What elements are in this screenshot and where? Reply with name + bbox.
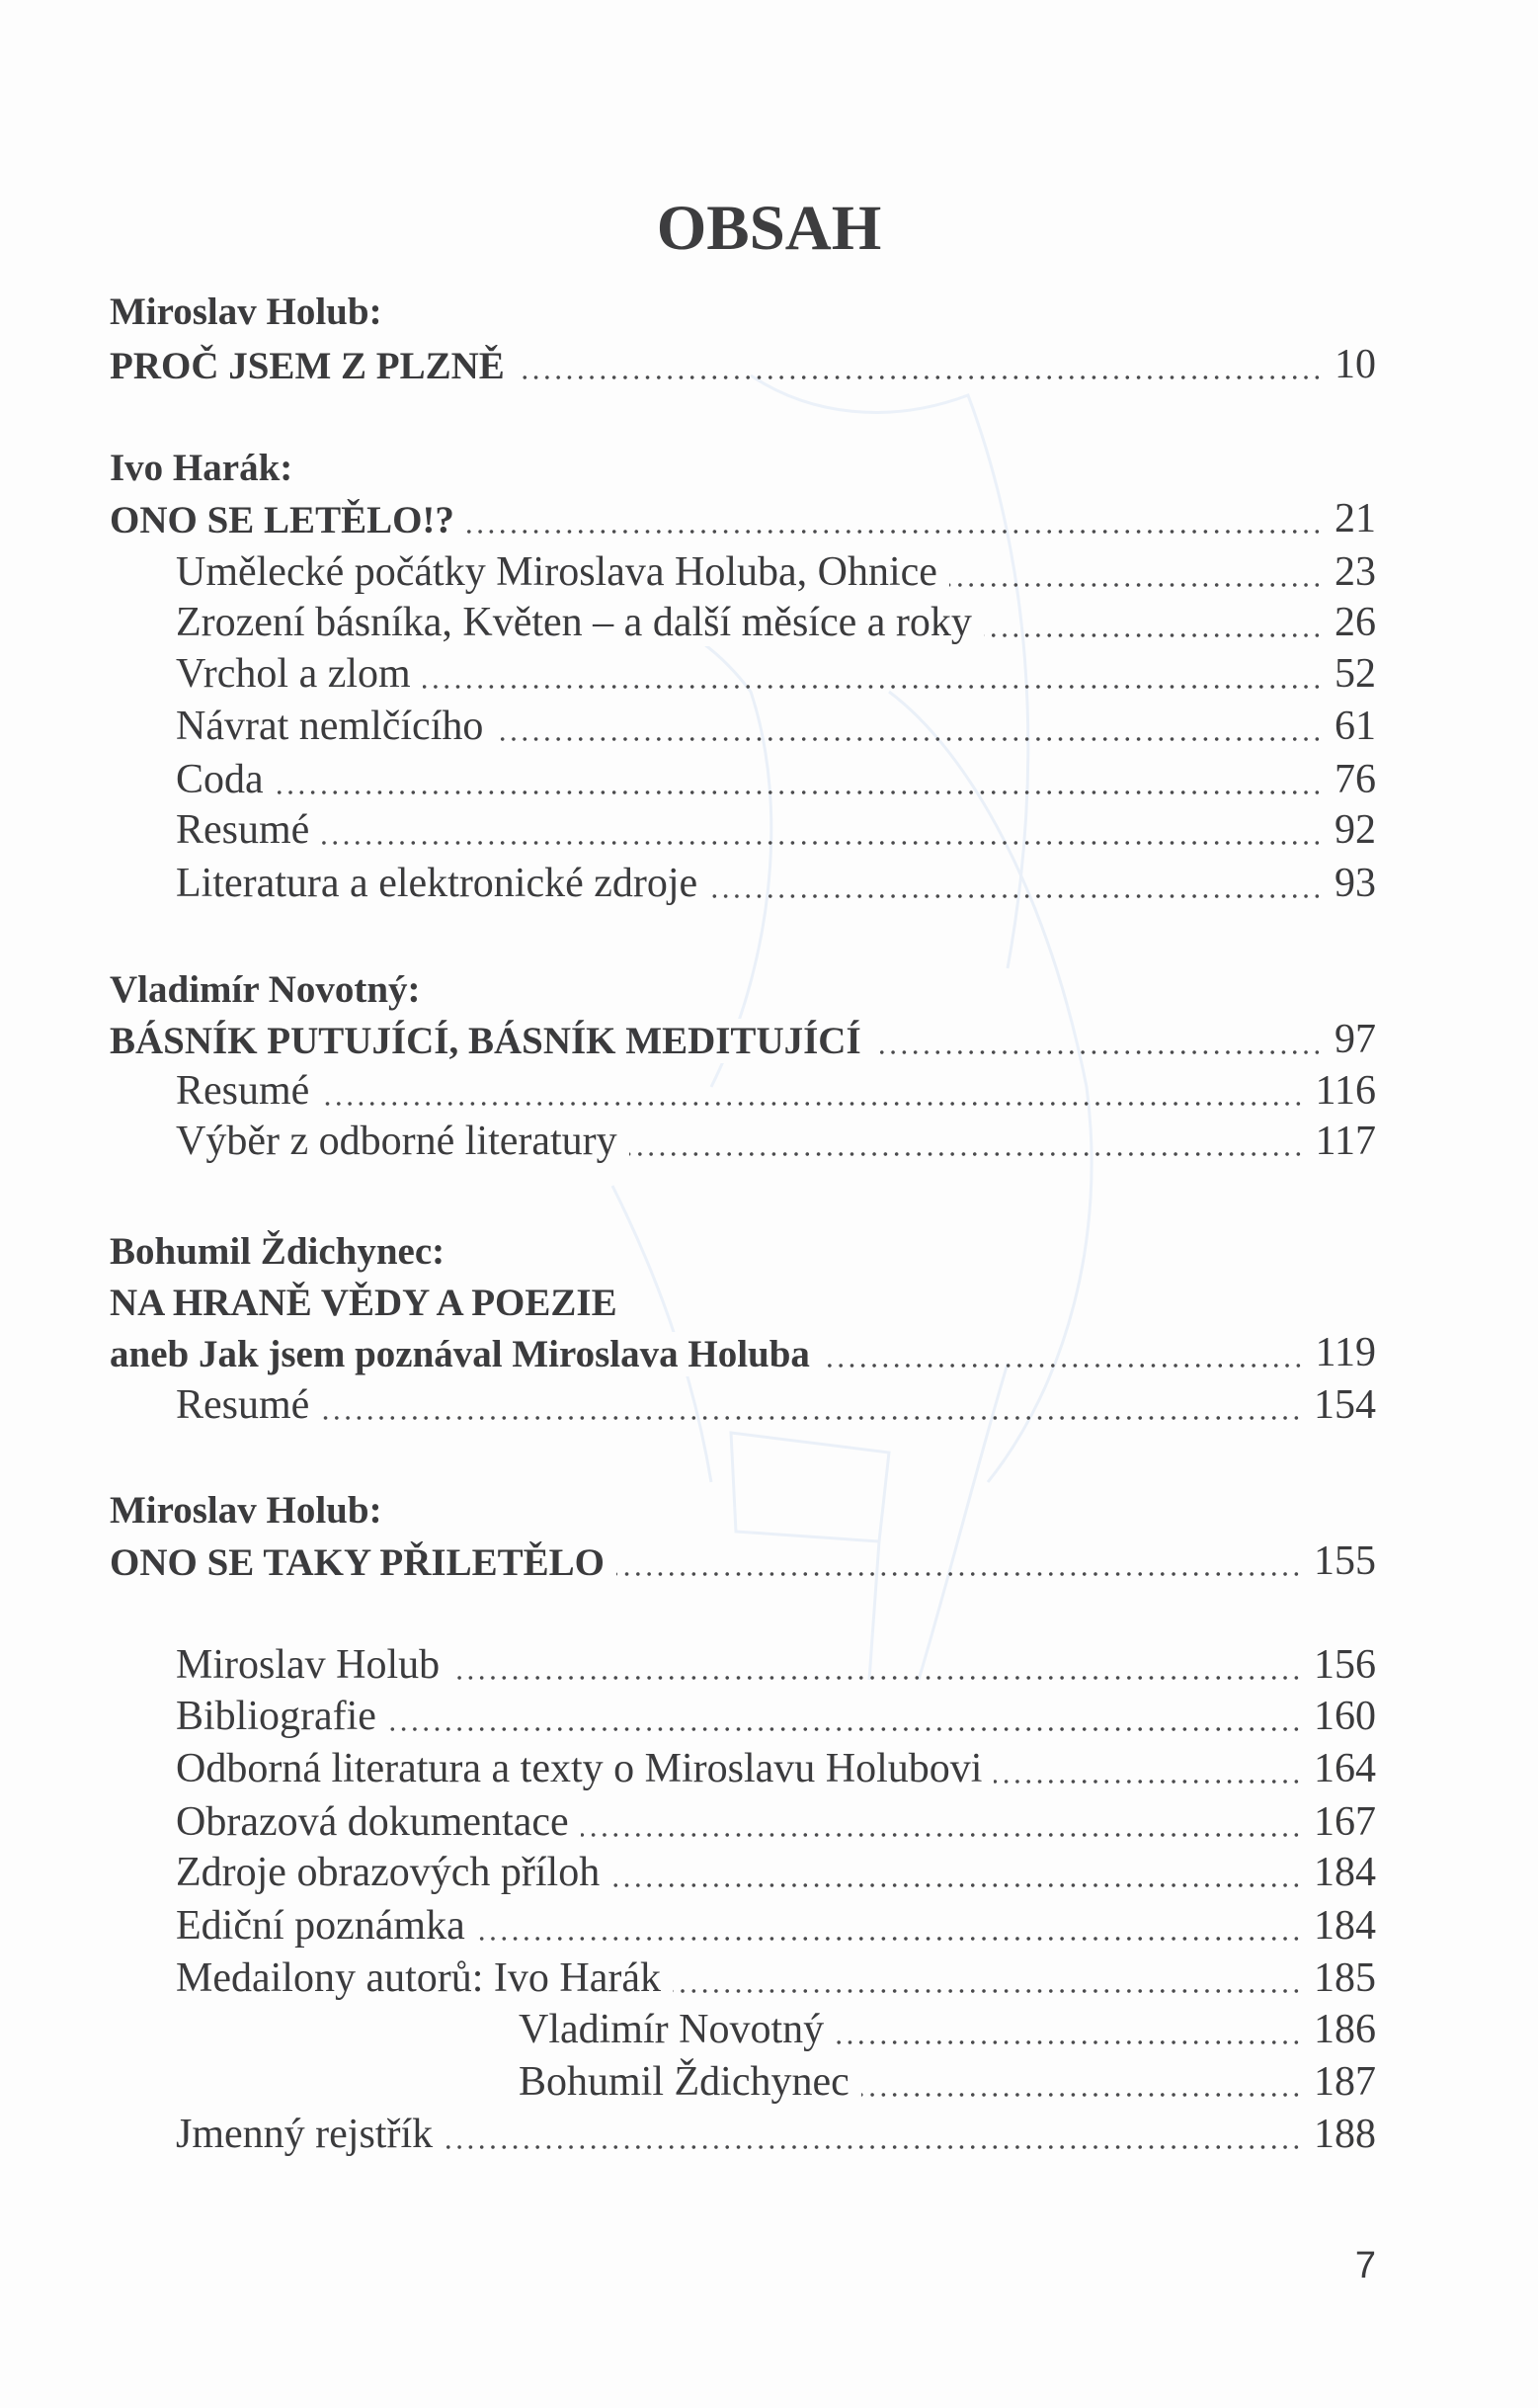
entry-label: Zdroje obrazových příloh (176, 1849, 611, 1896)
author-line (0, 960, 1538, 1012)
entry-label: aneb Jak jsem poznával Miroslava Holuba (110, 1332, 822, 1376)
entry-label: Odborná literatura a texty o Miroslavu Holubovi (176, 1745, 994, 1792)
dot-leader (321, 1102, 1304, 1106)
entry-page-number: 21 (1325, 495, 1376, 542)
toc-entry-appendix[interactable] (0, 2054, 1538, 2106)
toc-entry-sub[interactable] (0, 544, 1538, 596)
entry-page-number: 92 (1325, 806, 1376, 854)
author-line (0, 1222, 1538, 1274)
entry-label: Ediční poznámka (176, 1902, 477, 1950)
entry-label: Medailony autorů: Ivo Harák (176, 1954, 673, 2002)
toc-entry-sub[interactable] (0, 802, 1538, 854)
toc-entry-appendix[interactable] (0, 1689, 1538, 1740)
dot-leader (581, 1833, 1302, 1837)
toc-entry-sub[interactable] (0, 1063, 1538, 1115)
entry-label: Resumé (176, 1381, 321, 1429)
entry-page-number: 119 (1306, 1329, 1376, 1376)
entry-label: Obrazová dokumentace (176, 1798, 581, 1846)
dot-leader (388, 1727, 1302, 1731)
toc-entry-sub[interactable] (0, 699, 1538, 750)
dot-leader (873, 1050, 1323, 1054)
entry-page-number: 186 (1304, 2006, 1376, 2053)
entry-label: Miroslav Holub (176, 1641, 451, 1689)
entry-page-number: 61 (1325, 703, 1376, 750)
dot-leader (836, 2040, 1302, 2044)
dot-leader (709, 894, 1323, 898)
toc-entry-appendix[interactable] (0, 1794, 1538, 1846)
toc-entry-appendix[interactable] (0, 2002, 1538, 2053)
entry-page-number: 155 (1304, 1537, 1376, 1585)
entry-label: Zrození básníka, Květen – a další měsíce a roky (176, 599, 984, 646)
toc-entry-sub[interactable] (0, 1377, 1538, 1429)
entry-page-number: 23 (1325, 548, 1376, 596)
entry-page-number: 117 (1306, 1118, 1376, 1165)
entry-page-number: 184 (1304, 1902, 1376, 1950)
section-author: Vladimír Novotný: (110, 968, 421, 1011)
entry-page-number: 116 (1306, 1067, 1376, 1115)
entry-page-number: 167 (1304, 1798, 1376, 1846)
dot-leader (611, 1883, 1302, 1887)
toc-entry-appendix[interactable] (0, 1898, 1538, 1950)
toc-entry-main[interactable] (0, 1534, 1538, 1585)
toc-entry-appendix[interactable] (0, 1845, 1538, 1896)
toc-entry-sub[interactable] (0, 646, 1538, 698)
entry-label: PROČ JSEM Z PLZNĚ (110, 344, 517, 388)
section-author: Ivo Harák: (110, 447, 293, 489)
toc-entry-appendix[interactable] (0, 1951, 1538, 2002)
entry-page-number: 160 (1304, 1693, 1376, 1740)
entry-label: Vladimír Novotný (519, 2006, 836, 2053)
dot-leader (861, 2093, 1302, 2097)
section-title-text: NA HRANĚ VĚDY A POEZIE (110, 1282, 617, 1324)
author-line (0, 439, 1538, 490)
toc-entry-sub[interactable] (0, 752, 1538, 803)
section-title-line (0, 1274, 1538, 1325)
page-number: 7 (1354, 2245, 1376, 2286)
dot-leader (466, 530, 1323, 534)
dot-leader (477, 1937, 1302, 1941)
entry-label: Umělecké počátky Miroslava Holuba, Ohnice (176, 548, 949, 596)
author-line (0, 283, 1538, 334)
entry-label: Bibliografie (176, 1693, 388, 1740)
entry-page-number: 185 (1304, 1954, 1376, 2002)
toc-entry-main[interactable] (0, 491, 1538, 542)
author-line (0, 1481, 1538, 1533)
entry-page-number: 93 (1325, 860, 1376, 907)
section-author: Miroslav Holub: (110, 1489, 382, 1532)
toc-entry-main[interactable] (0, 1325, 1538, 1376)
entry-page-number: 76 (1325, 756, 1376, 803)
toc-entry-sub[interactable] (0, 595, 1538, 646)
toc-entry-appendix[interactable] (0, 2107, 1538, 2158)
entry-label: BÁSNÍK PUTUJÍCÍ, BÁSNÍK MEDITUJÍCÍ (110, 1019, 873, 1063)
dot-leader (994, 1780, 1302, 1784)
entry-page-number: 26 (1325, 599, 1376, 646)
entry-label: Výběr z odborné literatury (176, 1118, 629, 1165)
toc-entry-sub[interactable] (0, 1114, 1538, 1165)
entry-label: Coda (176, 756, 276, 803)
dot-leader (517, 375, 1323, 379)
dot-leader (276, 790, 1323, 794)
dot-leader (451, 1676, 1302, 1680)
entry-page-number: 52 (1325, 650, 1376, 698)
dot-leader (673, 1989, 1302, 1993)
section-author: Bohumil Ždichynec: (110, 1230, 445, 1273)
dot-leader (423, 685, 1323, 689)
dot-leader (629, 1152, 1304, 1156)
entry-page-number: 164 (1304, 1745, 1376, 1792)
entry-label: Vrchol a zlom (176, 650, 423, 698)
toc-entry-main[interactable] (0, 1012, 1538, 1063)
dot-leader (495, 737, 1323, 741)
entry-label: ONO SE LETĚLO!? (110, 498, 466, 542)
section-author: Miroslav Holub: (110, 291, 382, 333)
dot-leader (616, 1572, 1302, 1576)
toc-entry-main[interactable] (0, 337, 1538, 388)
entry-page-number: 188 (1304, 2111, 1376, 2158)
toc-entry-sub[interactable] (0, 856, 1538, 907)
dot-leader (949, 583, 1323, 587)
entry-label: Bohumil Ždichynec (519, 2058, 861, 2106)
entry-label: Návrat nemlčícího (176, 703, 495, 750)
entry-page-number: 156 (1304, 1641, 1376, 1689)
dot-leader (984, 633, 1323, 637)
toc-entry-appendix[interactable] (0, 1741, 1538, 1792)
dot-leader (321, 841, 1323, 845)
dot-leader (822, 1364, 1304, 1368)
dot-leader (321, 1416, 1302, 1420)
entry-page-number: 10 (1325, 341, 1376, 388)
entry-label: Resumé (176, 1067, 321, 1115)
entry-label: Literatura a elektronické zdroje (176, 860, 709, 907)
dot-leader (445, 2145, 1302, 2149)
entry-page-number: 97 (1325, 1016, 1376, 1063)
entry-page-number: 154 (1304, 1381, 1376, 1429)
toc-entry-appendix[interactable] (0, 1637, 1538, 1689)
entry-label: ONO SE TAKY PŘILETĚLO (110, 1540, 616, 1585)
entry-label: Jmenný rejstřík (176, 2111, 445, 2158)
entry-page-number: 187 (1304, 2058, 1376, 2106)
entry-page-number: 184 (1304, 1849, 1376, 1896)
entry-label: Resumé (176, 806, 321, 854)
page-title: OBSAH (656, 193, 882, 264)
